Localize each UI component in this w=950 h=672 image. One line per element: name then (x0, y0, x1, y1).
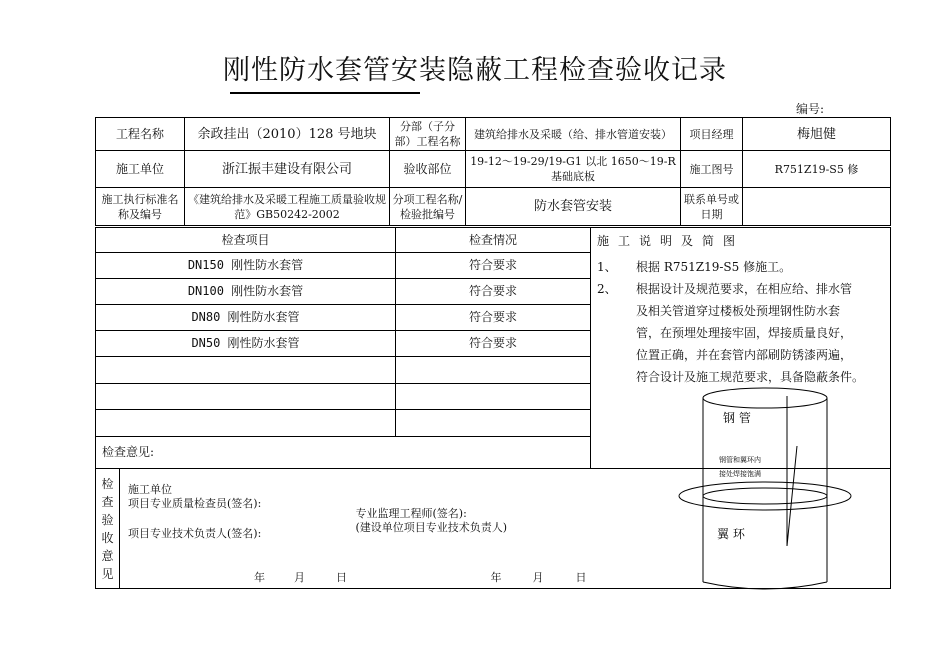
note-1-text: 根据 R751Z19-S5 修施工。 (636, 260, 792, 274)
acceptance-part-label: 验收部位 (390, 151, 466, 188)
check-row-3-result: 符合要求 (396, 305, 591, 331)
note-2-line-3: 管，在预埋处理接牢固，焊接质量良好， (636, 326, 853, 340)
check-row-7-result (396, 410, 591, 437)
check-row-6-result (396, 384, 591, 410)
drawing-no-value: R751Z19-S5 修 (743, 151, 891, 188)
standard-label: 施工执行标准名称及编号 (96, 188, 185, 226)
note-1-number: 1、 (597, 260, 617, 274)
note-2-text: 根据设计及规范要求，在相应给、排水管 (636, 282, 853, 296)
check-table (95, 227, 891, 589)
manager-value: 梅旭健 (743, 118, 891, 151)
acceptance-part-value: 19-12～19-29/19-G1 以北 1650～19-R 基础底板 (466, 151, 681, 188)
check-row-2-item: DN100 刚性防水套管 (96, 279, 396, 305)
serial-number-label: 编号: (796, 102, 825, 116)
check-row-6-item (96, 384, 396, 410)
note-2-number: 2、 (597, 282, 617, 296)
manager-label: 项目经理 (681, 118, 743, 151)
weld-label-1: 钢管和翼环内 (719, 456, 762, 464)
date-right-month: 月 (532, 571, 544, 584)
check-result-header: 检查情况 (396, 228, 591, 253)
pipe-label: 钢 管 (723, 411, 751, 425)
check-row-1-item: DN150 刚性防水套管 (96, 253, 396, 279)
contractor-label: 施工单位 (96, 151, 185, 188)
construction-notes (591, 228, 891, 541)
note-2-line-5: 符合设计及施工规范要求，具备隐蔽条件。 (636, 370, 865, 384)
contact-value (743, 188, 891, 226)
subproject-value: 建筑给排水及采暖（给、排水管道安装） (466, 118, 681, 151)
acceptance-opinion-vertical-label: 检 查 验 收 意 见 (96, 469, 120, 589)
check-row-4-result: 符合要求 (396, 331, 591, 357)
date-left-month: 月 (294, 571, 305, 584)
date-left-day: 日 (336, 571, 347, 584)
drawing-no-label: 施工图号 (681, 151, 743, 188)
project-name-label: 工程名称 (96, 118, 185, 151)
header-table (95, 117, 891, 226)
sig-contractor-label: 施工单位 (128, 483, 172, 496)
note-2-line-2: 及相关管道穿过楼板处预埋钢性防水套 (636, 304, 841, 318)
item-label: 分项工程名称/检验批编号 (390, 188, 466, 226)
note-2-line-4: 位置正确，并在套管内部刷防锈漆两遍， (636, 348, 853, 362)
sig-tech-lead: 项目专业技术负责人(签名): (128, 527, 262, 540)
check-row-1-result: 符合要求 (396, 253, 591, 279)
supervisor-signature-block (355, 469, 891, 589)
standard-value: 《建筑给排水及采暖工程施工质量验收规范》GB50242-2002 (185, 188, 390, 226)
check-row-4-item: DN50 刚性防水套管 (96, 331, 396, 357)
check-item-header: 检查项目 (96, 228, 396, 253)
ring-label: 翼 环 (717, 527, 745, 541)
date-right-year: 年 (490, 571, 502, 584)
check-row-2-result: 符合要求 (396, 279, 591, 305)
sig-supervisor: 专业监理工程师(签名): (355, 507, 467, 520)
notes-title: 施工说明及简图 (597, 234, 745, 248)
pipe-top-ellipse (703, 388, 827, 408)
contractor-signature-block (120, 469, 396, 589)
check-row-3-item: DN80 刚性防水套管 (96, 305, 396, 331)
date-right-day: 日 (575, 571, 587, 584)
item-value: 防水套管安装 (466, 188, 681, 226)
check-row-5-item (96, 357, 396, 384)
project-name-value: 余政挂出（2010）128 号地块 (185, 118, 390, 151)
opinion-label: 检查意见: (96, 437, 591, 469)
contact-label: 联系单号或日期 (681, 188, 743, 226)
date-left-year: 年 (254, 571, 265, 584)
page-title: 刚性防水套管安装隐蔽工程检查验收记录 (223, 55, 727, 86)
sig-quality-inspector: 项目专业质量检查员(签名): (128, 497, 262, 510)
subproject-label: 分部（子分部）工程名称 (390, 118, 466, 151)
weld-label-2: 接处焊接饱满 (719, 470, 762, 478)
check-row-5-result (396, 357, 591, 384)
title-underline (230, 92, 420, 94)
check-row-7-item (96, 410, 396, 437)
contractor-value: 浙江振丰建设有限公司 (185, 151, 390, 188)
sig-owner-tech-lead: (建设单位项目专业技术负责人) (355, 521, 508, 534)
